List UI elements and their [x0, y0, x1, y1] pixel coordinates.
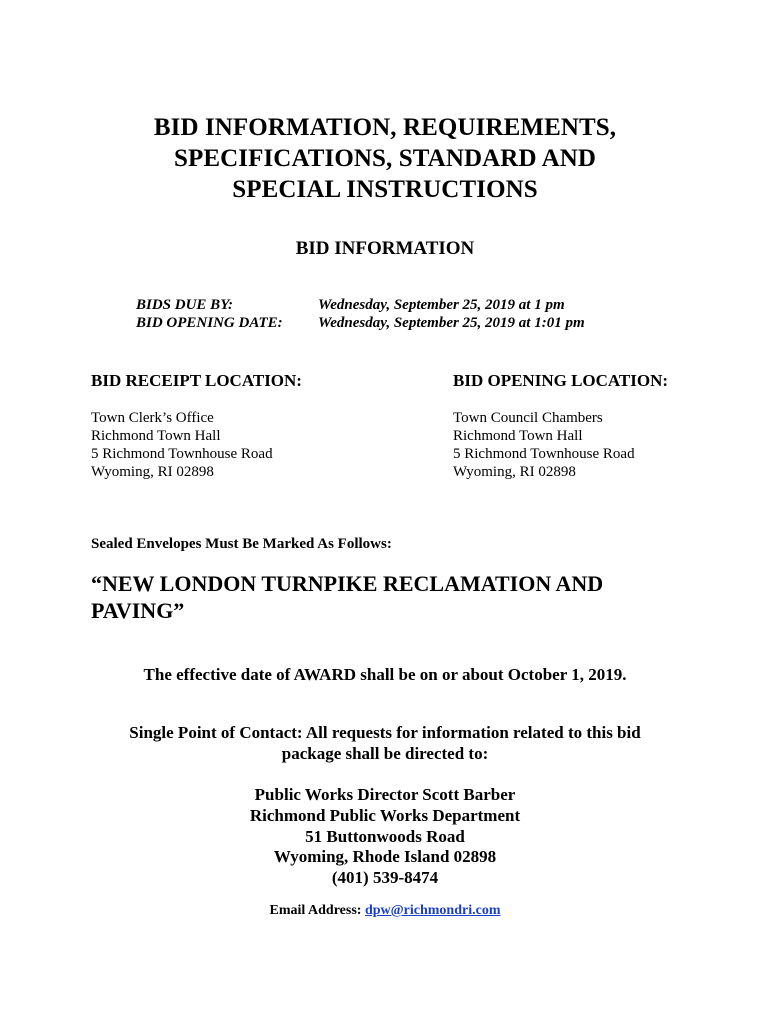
email-line: [0, 902, 770, 919]
receipt-address-line: Wyoming, RI 02898: [91, 464, 214, 480]
opening-address-line: Richmond Town Hall: [453, 428, 583, 444]
opening-address-line: Wyoming, RI 02898: [453, 464, 576, 480]
opening-address-line: 5 Richmond Townhouse Road: [453, 446, 635, 462]
bid-receipt-address: [91, 409, 273, 481]
bid-opening-location-heading: BID OPENING LOCATION:: [453, 371, 669, 390]
opening-address-line: Town Council Chambers: [453, 410, 603, 426]
bid-opening-address: [453, 409, 635, 481]
contact-phone: (401) 539-8474: [331, 868, 439, 888]
contact-city: Wyoming, Rhode Island 02898: [273, 847, 497, 867]
title-line-3: SPECIAL INSTRUCTIONS: [232, 176, 538, 203]
contact-department: Richmond Public Works Department: [249, 805, 521, 825]
email-link[interactable]: dpw@richmondri.com: [364, 903, 501, 918]
bid-dates: [136, 296, 585, 332]
contact-street: 51 Buttonwoods Road: [305, 826, 465, 846]
single-point-of-contact: [0, 722, 770, 764]
bid-information-heading: BID INFORMATION: [295, 238, 475, 259]
bid-opening-row: [136, 314, 585, 332]
document-title: [0, 112, 770, 205]
sealed-envelopes-note: Sealed Envelopes Must Be Marked As Follows:: [91, 536, 392, 552]
project-name: “NEW LONDON TURNPIKE RECLAMATION AND PAVING”: [91, 571, 604, 623]
bid-receipt-location-heading: BID RECEIPT LOCATION:: [91, 371, 302, 390]
contact-line-1: Single Point of Contact: All requests for information related to this bid: [129, 723, 641, 742]
contact-name: Public Works Director Scott Barber: [254, 785, 516, 804]
bids-due-label: BIDS DUE BY:: [136, 297, 233, 313]
bid-opening-label: BID OPENING DATE:: [136, 315, 283, 331]
bids-due-value: Wednesday, September 25, 2019 at 1 pm: [318, 297, 565, 313]
bids-due-row: [136, 296, 585, 314]
bid-opening-value: Wednesday, September 25, 2019 at 1:01 pm: [318, 315, 585, 331]
title-line-1: BID INFORMATION, REQUIREMENTS,: [153, 114, 617, 141]
receipt-address-line: Town Clerk’s Office: [91, 410, 214, 426]
contact-line-2: package shall be directed to:: [281, 744, 489, 763]
contact-address-block: [0, 785, 770, 889]
title-line-2: SPECIFICATIONS, STANDARD AND: [173, 145, 597, 172]
award-date-note: The effective date of AWARD shall be on or about October 1, 2019.: [143, 665, 627, 684]
receipt-address-line: 5 Richmond Townhouse Road: [91, 446, 273, 462]
email-label: Email Address:: [269, 903, 365, 918]
receipt-address-line: Richmond Town Hall: [91, 428, 221, 444]
